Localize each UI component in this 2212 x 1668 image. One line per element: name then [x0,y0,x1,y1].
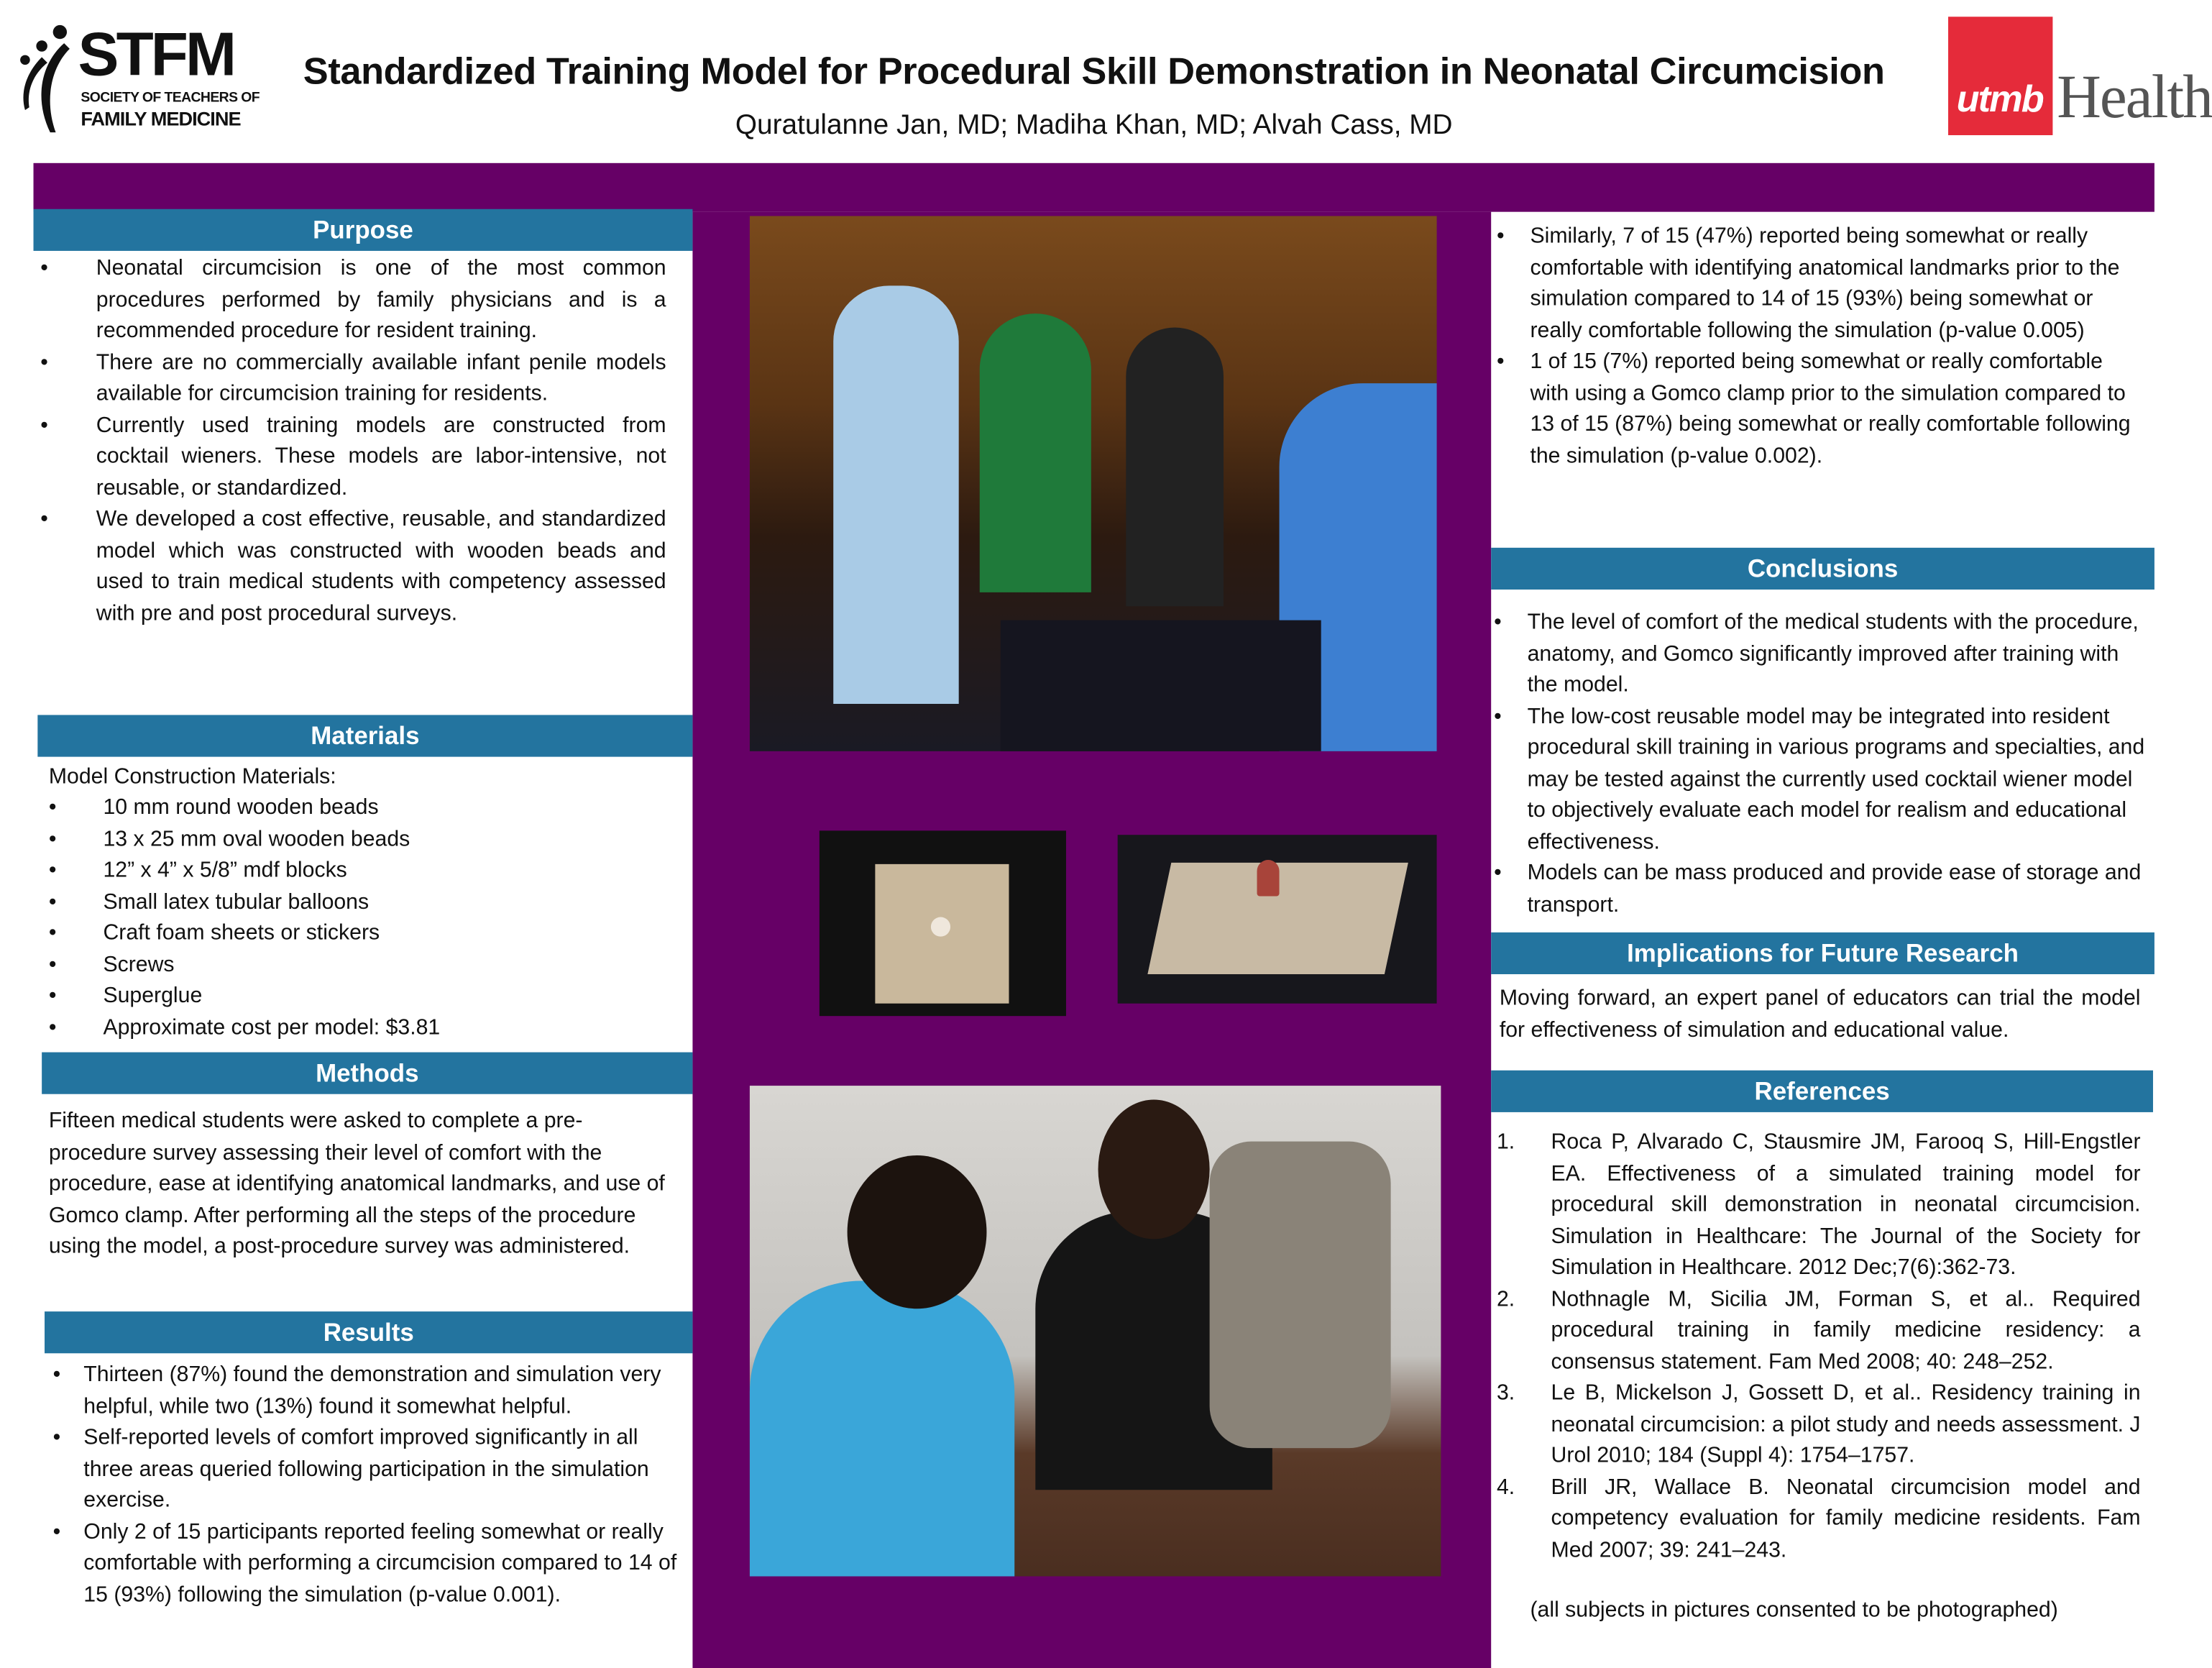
reference-number: 1. [1496,1130,1515,1155]
list-item: • 12” x 4” x 5/8” mdf blocks [47,856,674,887]
list-item: • 13 x 25 mm oval wooden beads [47,825,674,856]
list-item: • Small latex tubular balloons [47,887,674,919]
purpose-list [34,254,666,630]
reference-item [1491,1472,2140,1567]
list-item: • Craft foam sheets or stickers [47,918,674,950]
list-item: • Superglue [47,981,674,1013]
utmb-mark: utmb [1956,78,2043,120]
results-heading: Results [45,1311,692,1353]
poster-authors: Quratulanne Jan, MD; Madiha Khan, MD; Alvah Cass, MD [735,110,1453,141]
reference-item [1491,1127,2140,1284]
materials-heading: Materials [37,715,692,756]
photo-consent-note: (all subjects in pictures consented to be photographed) [1530,1598,2058,1623]
list-item: • Self-reported levels of comfort improved significantly in all three areas queried following participation in the simulation exercise. [45,1423,689,1517]
stfm-abbr: STFM [78,21,234,90]
conclusions-list [1488,608,2154,921]
list-item: • The level of comfort of the medical students with the procedure, anatomy, and Gomco significantly improved after training with the model. [1488,608,2154,702]
methods-heading: Methods [42,1053,692,1094]
photo-model-top-view [820,830,1066,1016]
purpose-heading: Purpose [34,209,693,251]
list-item: • Approximate cost per model: $3.81 [47,1012,674,1044]
methods-text: Fifteen medical students were asked to complete a pre-procedure survey assessing their level of comfort with the procedure, ease at identifying anatomical landmarks, and use of Gomco clamp. After performing all the steps of the procedure using the model, a post-procedure survey was administered. [48,1109,665,1259]
purple-banner [34,163,2154,212]
results-list [45,1360,689,1611]
materials-intro: Model Construction Materials: [48,765,336,789]
implications-heading: Implications for Future Research [1491,932,2154,974]
conclusions-heading: Conclusions [1491,548,2154,590]
list-item: • Similarly, 7 of 15 (47%) reported being somewhat or really comfortable with identifying anatomical landmarks prior to the simulation compared to 14 of 15 (93%) being somewhat or really comfortable following the simulation (p-value 0.005) [1491,221,2146,347]
photo-model-side-view [1118,835,1437,1004]
materials-list [47,793,674,1044]
results-continued-list [1491,221,2146,472]
utmb-health-wordmark: Health [2057,63,2212,132]
list-item: • The low-cost reusable model may be integrated into resident procedural skill training in various programs and specialties, and may be tested against the currently used cocktail wiener model to objectively evaluate each model for realism and educational effectiveness. [1488,702,2154,858]
list-item: • Only 2 of 15 participants reported feeling somewhat or really comfortable with performing a circumcision compared to 14 of 15 (93%) following the simulation (p-value 0.001). [45,1517,689,1611]
reference-number: 4. [1496,1475,1515,1499]
reference-number: 3. [1496,1381,1515,1406]
list-item: • Currently used training models are constructed from cocktail wieners. These models are labor-intensive, not reusable, or standardized. [34,411,666,505]
list-item: • There are no commercially available infant penile models available for circumcision training for residents. [34,348,666,411]
list-item: • Models can be mass produced and provide ease of storage and transport. [1488,858,2154,921]
reference-item [1491,1378,2140,1472]
reference-text: Nothnagle M, Sicilia JM, Forman S, et al.. Required procedural training in family medicine residency: a consensus statement. Fam Med 2008; 40: 248–252. [1551,1287,2141,1374]
reference-number: 2. [1496,1287,1515,1311]
references-list [1491,1127,2140,1567]
list-item: • We developed a cost effective, reusable, and standardized model which was constructed with wooden beads and used to train medical students with competency assessed with pre and post procedural surveys. [34,505,666,630]
stfm-line1: SOCIETY OF TEACHERS OF [81,91,260,106]
list-item: • Neonatal circumcision is one of the most common procedures performed by family physicians and is a recommended procedure for resident training. [34,254,666,348]
stfm-logo [14,21,265,135]
list-item: • Screws [47,950,674,981]
reference-item [1491,1284,2140,1378]
photo-students-training [750,216,1437,751]
list-item: • Thirteen (87%) found the demonstration and simulation very helpful, while two (13%) found it somewhat helpful. [45,1360,689,1423]
reference-text: Le B, Mickelson J, Gossett D, et al.. Residency training in neonatal circumcision: a pilot study and needs assessment. J Urol 2010; 184 (Suppl 4): 1754–1757. [1551,1381,2141,1468]
reference-text: Roca P, Alvarado C, Stausmire JM, Farooq S, Hill-Engstler EA. Effectiveness of a simulated training model for procedural skill demonstration in neonatal circumcision. Simulation in Healthcare: The Journal of the Society for Simulation in Healthcare. 2012 Dec;7(6):362-73. [1551,1130,2141,1280]
reference-text: Brill JR, Wallace B. Neonatal circumcision model and competency evaluation for family medicine residents. Fam Med 2007; 39: 241–243. [1551,1475,2141,1562]
poster-title: Standardized Training Model for Procedural Skill Demonstration in Neonatal Circumcision [303,50,1885,92]
list-item: • 10 mm round wooden beads [47,793,674,825]
photo-student-instructor [750,1086,1441,1576]
list-item: • 1 of 15 (7%) reported being somewhat or really comfortable with using a Gomco clamp prior to the simulation compared to 13 of 15 (87%) being somewhat or really comfortable following the simulation (p-value 0.002). [1491,347,2146,472]
implications-text: Moving forward, an expert panel of educators can trial the model for effectiveness of simulation and educational value. [1499,986,2141,1042]
stfm-line2: FAMILY MEDICINE [81,107,241,130]
utmb-logo [1948,17,2052,135]
references-heading: References [1491,1071,2153,1112]
stfm-figure-icon [14,21,78,135]
